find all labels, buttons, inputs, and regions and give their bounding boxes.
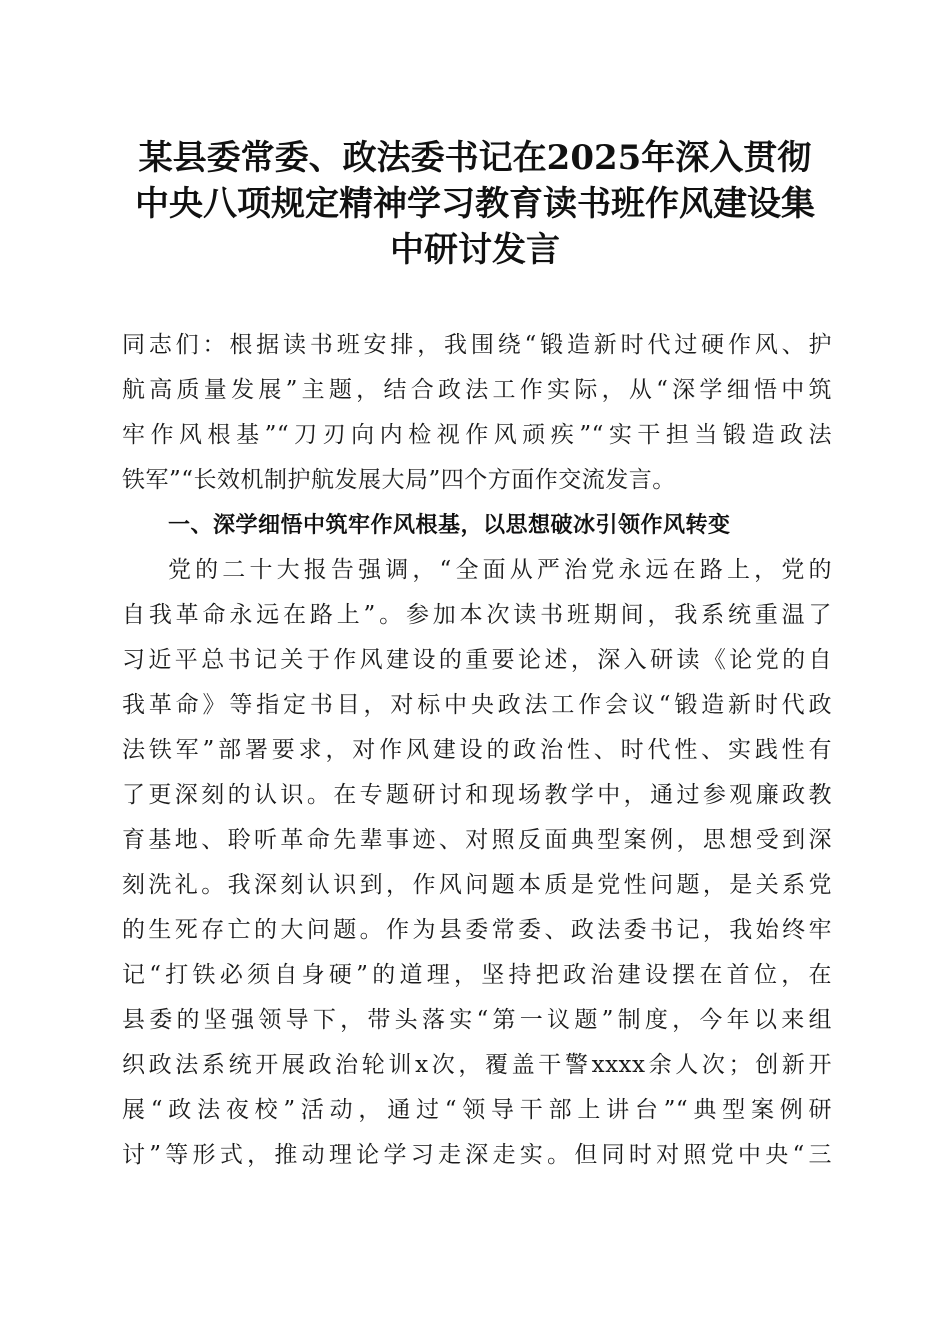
paragraph-line: 同志们：根据读书班安排，我围绕“锻造新时代过硬作风、护: [122, 332, 832, 358]
section-heading: 一、深学细悟中筑牢作风根基，以思想破冰引领作风转变: [168, 513, 731, 538]
paragraph-line: 织政法系统开展政治轮训x次，覆盖干警xxxx余人次；创新开: [122, 1052, 832, 1078]
document-title: [110, 135, 840, 273]
paragraph-line: 记“打铁必须自身硬”的道理，坚持把政治建设摆在首位，在: [122, 962, 832, 988]
paragraph-line: 法铁军”部署要求，对作风建设的政治性、时代性、实践性有: [122, 737, 832, 763]
paragraph-line: 的生死存亡的大问题。作为县委常委、政法委书记，我始终牢: [122, 917, 832, 943]
paragraph-line: 习近平总书记关于作风建设的重要论述，深入研读《论党的自: [122, 647, 832, 673]
paragraph-line: 刻洗礼。我深刻认识到，作风问题本质是党性问题，是关系党: [122, 872, 832, 898]
paragraph-line: 铁军”“长效机制护航发展大局”四个方面作交流发言。: [122, 467, 676, 493]
paragraph-line: 展“政法夜校”活动，通过“领导干部上讲台”“典型案例研: [122, 1097, 832, 1123]
section-paragraph: [122, 548, 832, 1178]
title-line: 中研讨发言: [390, 230, 560, 270]
paragraph-line: 航高质量发展”主题，结合政法工作实际，从“深学细悟中筑: [122, 377, 832, 403]
paragraph-line: 自我革命永远在路上”。参加本次读书班期间，我系统重温了: [122, 602, 832, 628]
document-body: [122, 323, 832, 1178]
paragraph-line: 党的二十大报告强调，“全面从严治党永远在路上，党的: [168, 557, 832, 583]
paragraph-line: 我革命》等指定书目，对标中央政法工作会议“锻造新时代政: [122, 692, 832, 718]
paragraph-line: 牢作风根基”“刀刃向内检视作风顽疾”“实干担当锻造政法: [122, 422, 832, 448]
title-line: 某县委常委、政法委书记在2025年深入贯彻: [138, 138, 812, 178]
intro-paragraph: [122, 323, 832, 503]
paragraph-line: 育基地、聆听革命先辈事迹、对照反面典型案例，思想受到深: [122, 827, 832, 853]
paragraph-line: 了更深刻的认识。在专题研讨和现场教学中，通过参观廉政教: [122, 782, 832, 808]
paragraph-line: 县委的坚强领导下，带头落实“第一议题”制度，今年以来组: [122, 1007, 832, 1033]
paragraph-line: 讨”等形式，推动理论学习走深走实。但同时对照党中央“三: [122, 1142, 832, 1168]
title-line: 中央八项规定精神学习教育读书班作风建设集: [135, 184, 815, 224]
